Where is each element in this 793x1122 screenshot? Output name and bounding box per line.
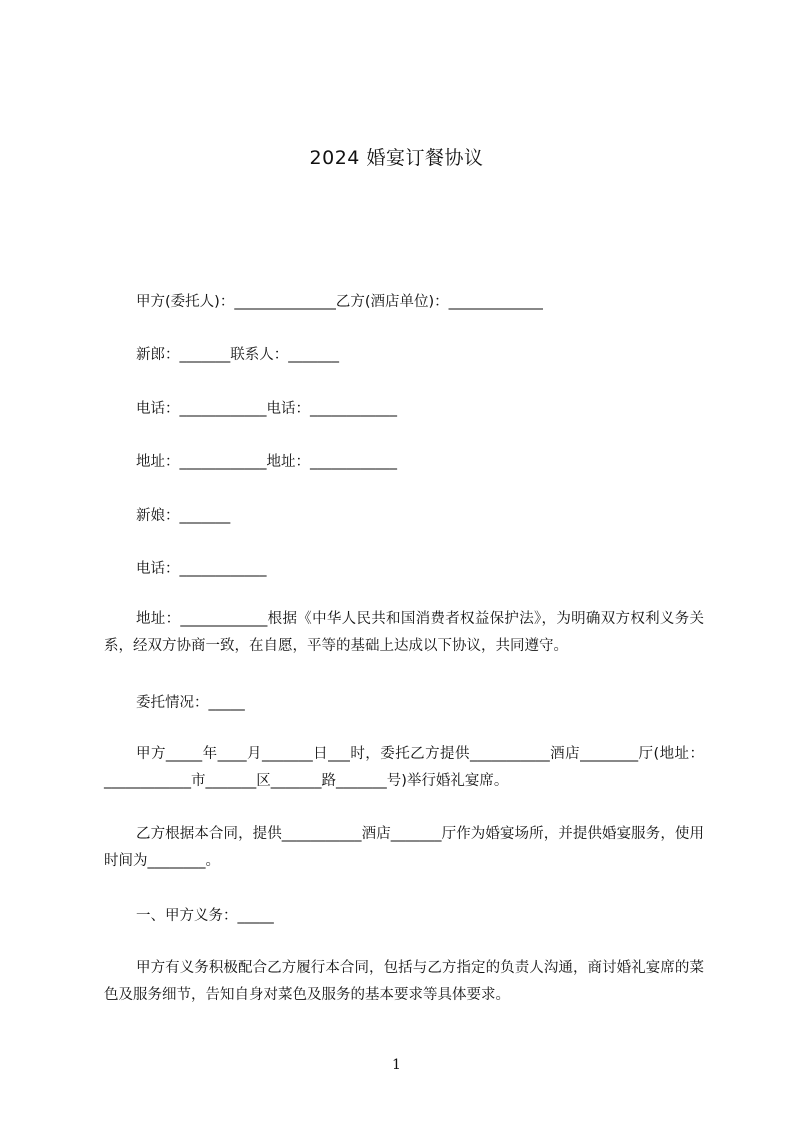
document-title: 2024 婚宴订餐协议 <box>309 147 484 169</box>
phone-line: 电话：____________电话：____________ <box>136 401 397 417</box>
service-paragraph: 乙方根据本合同，提供___________酒店_______厅作为婚宴场所，并提供婚宴服务，使用时间为________。 <box>104 826 704 869</box>
bride-phone-line: 电话：____________ <box>136 561 267 577</box>
entrust-heading: 委托情况：_____ <box>136 695 245 711</box>
bride-line: 新娘：_______ <box>136 508 231 524</box>
groom-line: 新郎：_______联系人：_______ <box>136 347 339 363</box>
page-number: 1 <box>392 1057 401 1073</box>
entrust-paragraph: 甲方_____年____月_______日___时，委托乙方提供___________酒店________厅(地址：____________市_______区_______路_______号)举行婚礼宴席。 <box>104 746 704 789</box>
law-paragraph: 地址：____________根据《中华人民共和国消费者权益保护法》，为明确双方权利义务关系，经双方协商一致，在自愿，平等的基础上达成以下协议，共同遵守。 <box>104 611 704 654</box>
party-line: 甲方(委托人)：______________乙方(酒店单位)：_____________ <box>136 294 543 310</box>
duty-paragraph: 甲方有义务积极配合乙方履行本合同，包括与乙方指定的负责人沟通，商讨婚礼宴席的菜色及服务细节，告知自身对菜色及服务的基本要求等具体要求。 <box>104 960 704 1003</box>
section-1-heading: 一、甲方义务：_____ <box>136 908 274 924</box>
address-line: 地址：____________地址：____________ <box>136 454 397 470</box>
